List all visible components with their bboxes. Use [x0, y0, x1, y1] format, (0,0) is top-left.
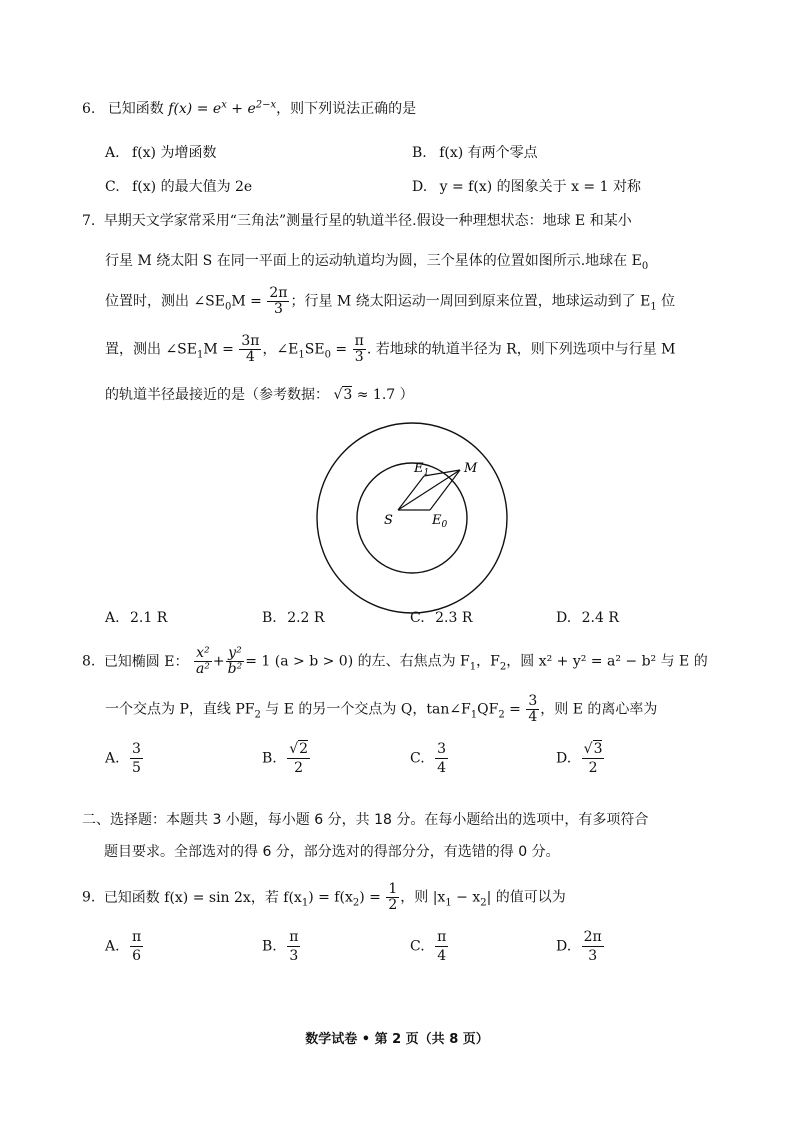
numerator: π: [354, 333, 364, 349]
denominator: a²: [195, 661, 210, 677]
option-text: f(x) 有两个零点: [439, 145, 538, 161]
q6-stem-tail: ，则下列说法正确的是: [276, 101, 417, 117]
q8-text: ，圆 x² + y² = a² − b² 与 E 的: [506, 653, 708, 670]
q6-option-b: [412, 142, 538, 162]
option-label: B.: [412, 145, 427, 161]
inner-orbit-circle: [357, 463, 467, 573]
fraction-x2-a2: [194, 646, 212, 677]
q9-sub: 2: [352, 897, 360, 909]
sqrt-radicand: 3: [593, 741, 603, 757]
q7-option-b: [262, 610, 324, 626]
option-fraction: [582, 928, 604, 965]
q8-option-c: [410, 740, 449, 777]
q7-sub: 0: [324, 349, 331, 361]
denominator: 4: [528, 709, 538, 725]
sqrt-radicand: 3: [343, 387, 353, 403]
option-fraction: $\frac{√3}{2}$: [583, 741, 603, 776]
question-7-line-4: [105, 334, 676, 365]
denominator: 4: [245, 349, 255, 365]
fraction-3-4: [526, 694, 539, 725]
q7-text: 的轨道半径最接近的是（参考数据：: [105, 387, 329, 403]
option-text: 2.1 R: [130, 610, 168, 626]
option-fraction: [130, 928, 143, 965]
q7-text: SE: [304, 341, 325, 358]
question-number: 8.: [82, 653, 96, 670]
orbit-diagram: [312, 418, 532, 618]
line-e0-m: [430, 470, 460, 510]
denominator: b²: [227, 661, 243, 677]
denominator: 3: [273, 301, 283, 317]
numerator: 3: [437, 741, 447, 757]
option-fraction: [287, 928, 300, 965]
q8-sub: 1: [469, 661, 477, 673]
question-8-line-2: [105, 694, 657, 725]
q6-func: f(x) = e: [168, 101, 222, 117]
q7-sub: 0: [225, 301, 232, 313]
numerator: y²: [228, 645, 242, 661]
q7-sub: 1: [197, 349, 204, 361]
q7-text: 行星 M 绕太阳 S 在同一平面上的运动轨道均为圆，三个星体的位置如图所示.地球在 E: [105, 253, 642, 269]
q7-option-a: [105, 610, 167, 626]
option-fraction: $\frac{√2}{2}$: [289, 741, 309, 776]
section-2-heading: [82, 804, 732, 868]
label-e0: $E_0$: [432, 513, 448, 530]
option-label: C.: [410, 610, 425, 626]
option-label: C.: [105, 179, 120, 195]
option-label: A.: [105, 750, 120, 767]
q7-sub: 1: [298, 349, 305, 361]
q6-option-c: [105, 176, 252, 196]
question-number: 6.: [82, 101, 96, 117]
option-text: 2.2 R: [287, 610, 325, 626]
numerator: π: [437, 929, 447, 945]
q7-text: ≈ 1.7 ）: [352, 387, 414, 403]
option-label: D.: [556, 750, 572, 767]
q7-text: 置，测出 ∠SE: [105, 341, 197, 358]
numerator: 3π: [241, 333, 260, 349]
q7-option-c: [410, 610, 472, 626]
q7-sub: 0: [641, 260, 649, 272]
q8-sub: 2: [499, 661, 507, 673]
section-heading-line-2: 题目要求。全部选对的得 6 分，部分选对的得部分分，有选错的得 0 分。: [104, 844, 560, 860]
q8-sub: 2: [254, 709, 261, 721]
q9-sub: 1: [445, 897, 452, 909]
q7-text: =: [330, 341, 348, 358]
numerator: 2π: [583, 929, 602, 945]
q7-text: 位置时，测出 ∠SE: [105, 293, 225, 310]
question-number: 9.: [82, 889, 96, 906]
q8-text: 已知椭圆 E：: [103, 653, 189, 670]
fraction-pi-3: [353, 334, 366, 365]
option-text: 2.3 R: [435, 610, 473, 626]
denominator: 4: [437, 948, 447, 964]
q6-exp2: 2−x: [255, 99, 277, 111]
fraction-1-2: [386, 882, 399, 913]
q8-text: = 1 (a > b > 0) 的左、右焦点为 F: [245, 653, 470, 670]
question-8-line-1: [82, 646, 708, 677]
denominator: 2: [294, 760, 304, 776]
option-label: D.: [556, 938, 572, 955]
fraction-2pi-3: [267, 286, 289, 317]
q9-text: | 的值可以为: [486, 889, 566, 906]
q7-text: 早期天文学家常采用“三角法”测量行星的轨道半径.假设一种理想状态：地球 E 和某小: [103, 213, 632, 229]
q7-text: ，∠E: [262, 341, 299, 358]
q8-text: ，则 E 的离心率为: [540, 701, 658, 718]
sqrt-radicand: 2: [299, 741, 309, 757]
numerator: 2π: [269, 285, 288, 301]
q9-text: 已知函数 f(x) = sin 2x，若 f(x: [103, 889, 302, 906]
q7-text: ；行星 M 绕太阳运动一周回到原来位置，地球运动到了 E: [290, 293, 651, 310]
q6-stem-text: 已知函数: [107, 101, 164, 117]
denominator: 6: [132, 948, 142, 964]
q7-text: 位: [656, 293, 676, 310]
option-text: y = f(x) 的图象关于 x = 1 对称: [439, 179, 641, 195]
q8-option-b: [262, 740, 311, 777]
q8-text: 一个交点为 P，直线 PF: [105, 701, 255, 718]
denominator: 5: [132, 760, 141, 776]
q9-sub: 2: [480, 897, 487, 909]
denominator: 4: [437, 760, 447, 776]
q9-option-a: [105, 928, 144, 965]
q8-option-a: [105, 740, 144, 777]
q9-text: ，则 |x: [400, 889, 446, 906]
numerator: 3: [528, 693, 538, 709]
option-label: A.: [105, 938, 120, 955]
q6-option-d: [412, 176, 641, 196]
q6-exp1: x: [221, 99, 227, 111]
label-s: S: [384, 513, 393, 528]
line-s-e1: [398, 476, 424, 510]
label-m: M: [464, 461, 478, 476]
option-label: D.: [412, 179, 428, 195]
question-9-stem: [82, 882, 566, 913]
q7-option-d: [556, 610, 619, 626]
option-text: 2.4 R: [581, 610, 619, 626]
q9-option-c: [410, 928, 449, 965]
q9-text: ) =: [359, 889, 381, 906]
question-number: 7.: [82, 213, 96, 229]
q8-sub: 2: [498, 709, 505, 721]
option-label: B.: [262, 938, 277, 955]
option-label: D.: [556, 610, 572, 626]
q8-plus: +: [212, 653, 225, 670]
denominator: 3: [588, 948, 598, 964]
numerator: π: [132, 929, 142, 945]
q8-text: =: [504, 701, 521, 718]
numerator: 1: [388, 881, 398, 897]
q8-text: 与 E 的另一个交点为 Q，tan∠F: [260, 701, 471, 718]
q7-text: M =: [231, 293, 262, 310]
q8-text: ，F: [476, 653, 500, 670]
question-6-stem: [82, 98, 416, 118]
q9-text: − x: [451, 889, 481, 906]
option-text: f(x) 为增函数: [132, 145, 217, 161]
denominator: 2: [588, 760, 598, 776]
q8-sub: 1: [470, 709, 478, 721]
option-label: C.: [410, 750, 425, 767]
numerator: x²: [196, 645, 210, 661]
option-text: f(x) 的最大值为 2e: [132, 179, 253, 195]
outer-orbit-circle: [317, 423, 507, 613]
numerator: 3: [132, 741, 141, 757]
option-label: C.: [410, 938, 425, 955]
q9-sub: 1: [301, 897, 309, 909]
q7-text: M =: [203, 341, 234, 358]
option-label: A.: [105, 610, 120, 626]
q7-sub: 1: [650, 301, 657, 313]
q6-option-a: [105, 142, 216, 162]
q9-option-d: [556, 928, 605, 965]
question-7-line-5: 的轨道半径最接近的是（参考数据： √3 ≈ 1.7 ）: [105, 387, 414, 403]
denominator: 3: [354, 349, 364, 365]
numerator: π: [289, 929, 299, 945]
fraction-3pi-4: [239, 334, 261, 365]
question-7-line-1: [82, 210, 632, 230]
page-footer: 数学试卷 • 第 2 页（共 8 页）: [305, 1032, 489, 1047]
option-fraction: [435, 928, 448, 965]
option-fraction: [435, 740, 448, 777]
question-7-line-2: [105, 250, 648, 270]
option-label: B.: [262, 750, 277, 767]
label-e1: $E_1$: [414, 461, 430, 478]
q9-option-b: [262, 928, 301, 965]
q8-text: QF: [477, 701, 499, 718]
option-label: B.: [262, 610, 277, 626]
fraction-y2-b2: [226, 646, 245, 677]
option-fraction: [130, 740, 143, 777]
section-heading-line: 二、选择题：本题共 3 小题，每小题 6 分，共 18 分。在每小题给出的选项中，有多项符合: [82, 812, 649, 828]
q8-option-d: [556, 740, 605, 777]
denominator: 3: [289, 948, 299, 964]
q9-text: ) = f(x: [308, 889, 353, 906]
denominator: 2: [388, 897, 398, 913]
question-7-line-3: [105, 286, 675, 317]
q6-plus: + e: [226, 101, 256, 117]
option-label: A.: [105, 145, 120, 161]
q7-text: . 若地球的轨道半径为 R，则下列选项中与行星 M: [366, 341, 676, 358]
